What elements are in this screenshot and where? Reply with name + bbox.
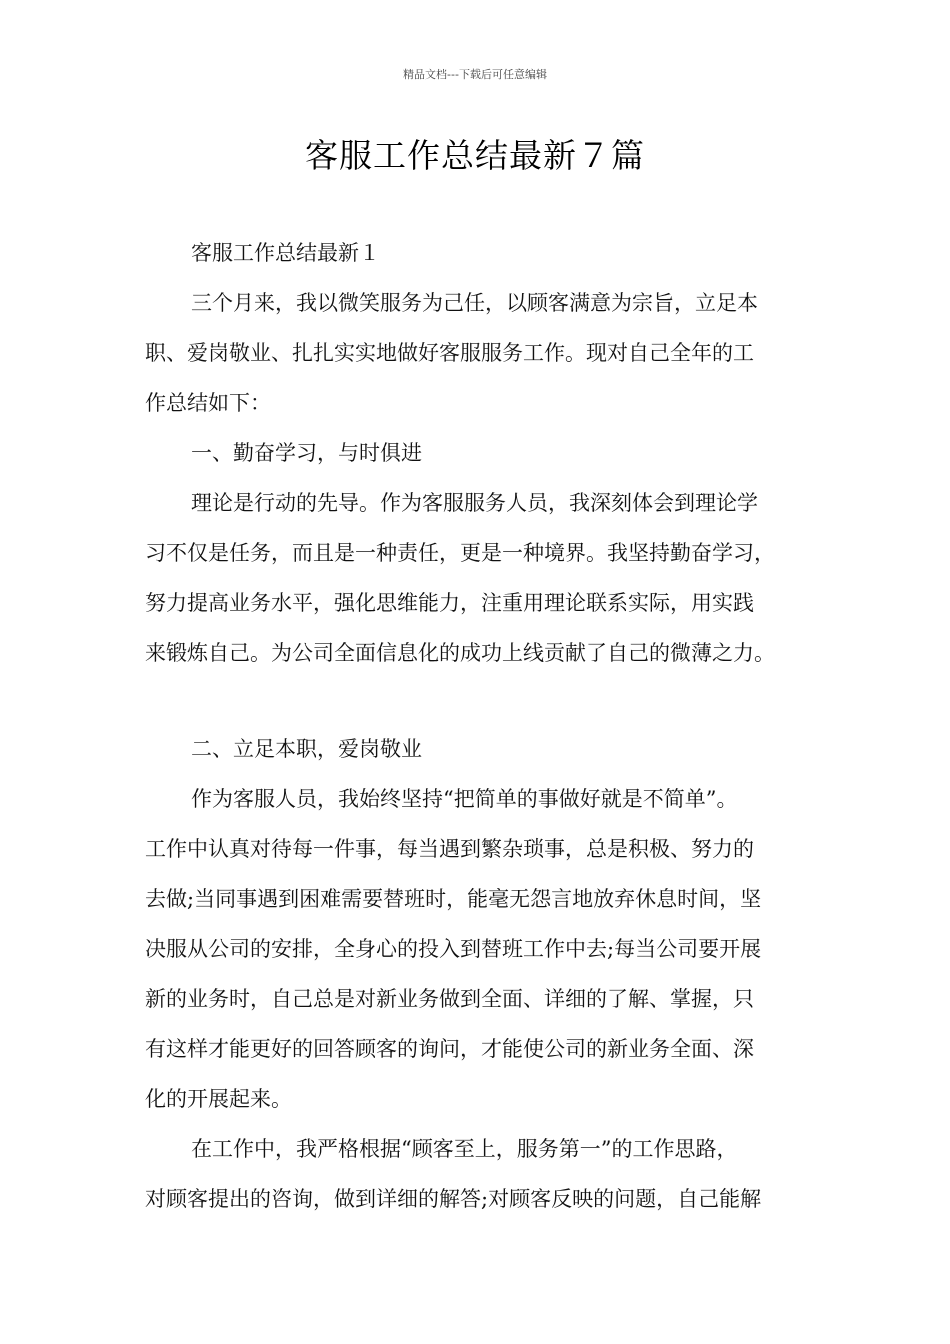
text-line: 来锻炼自己。为公司全面信息化的成功上线贡献了自己的微薄之力。: [145, 641, 775, 665]
section-paragraph-2: [145, 774, 815, 1124]
document-title: 客服工作总结最新７篇: [305, 136, 645, 175]
text-line: 决服从公司的安排，全身心的投入到替班工作中去;每当公司要开展: [145, 937, 762, 961]
header-note: 精品文档---下载后可任意编辑: [403, 68, 547, 81]
section-heading-1: [145, 428, 815, 478]
text-line: 二、立足本职，爱岗敬业: [191, 737, 422, 761]
section-paragraph-1: [145, 478, 815, 678]
text-line: 一、勤奋学习，与时俱进: [191, 441, 422, 465]
text-line: 作为客服人员，我始终坚持“把简单的事做好就是不简单”。: [191, 787, 738, 811]
section-paragraph-3: [145, 1124, 815, 1224]
intro-paragraph: [145, 278, 815, 428]
text-line: 去做;当同事遇到困难需要替班时，能毫无怨言地放弃休息时间，坚: [145, 887, 762, 911]
text-line: 新的业务时，自己总是对新业务做到全面、详细的了解、掌握，只: [145, 987, 754, 1011]
text-line: 习不仅是任务，而且是一种责任，更是一种境界。我坚持勤奋学习，: [145, 541, 775, 565]
section-heading-2: [145, 724, 815, 774]
text-line: 作总结如下：: [145, 391, 271, 415]
text-line: 有这样才能更好的回答顾客的询问，才能使公司的新业务全面、深: [145, 1037, 754, 1061]
text-line: 努力提高业务水平，强化思维能力，注重用理论联系实际，用实践: [145, 591, 754, 615]
text-line: 职、爱岗敬业、扎扎实实地做好客服服务工作。现对自己全年的工: [145, 341, 754, 365]
text-line: 对顾客提出的咨询，做到详细的解答;对顾客反映的问题，自己能解: [145, 1187, 762, 1211]
text-line: 化的开展起来。: [145, 1087, 292, 1111]
text-line: 理论是行动的先导。作为客服服务人员，我深刻体会到理论学: [191, 491, 758, 515]
text-line: 在工作中，我严格根据“顾客至上，服务第一”的工作思路，: [191, 1137, 738, 1161]
text-line: 三个月来，我以微笑服务为己任，以顾客满意为宗旨，立足本: [191, 291, 758, 315]
intro-heading: [145, 228, 815, 278]
text-line: 客服工作总结最新１: [191, 241, 380, 265]
text-line: 工作中认真对待每一件事，每当遇到繁杂琐事，总是积极、努力的: [145, 837, 754, 861]
